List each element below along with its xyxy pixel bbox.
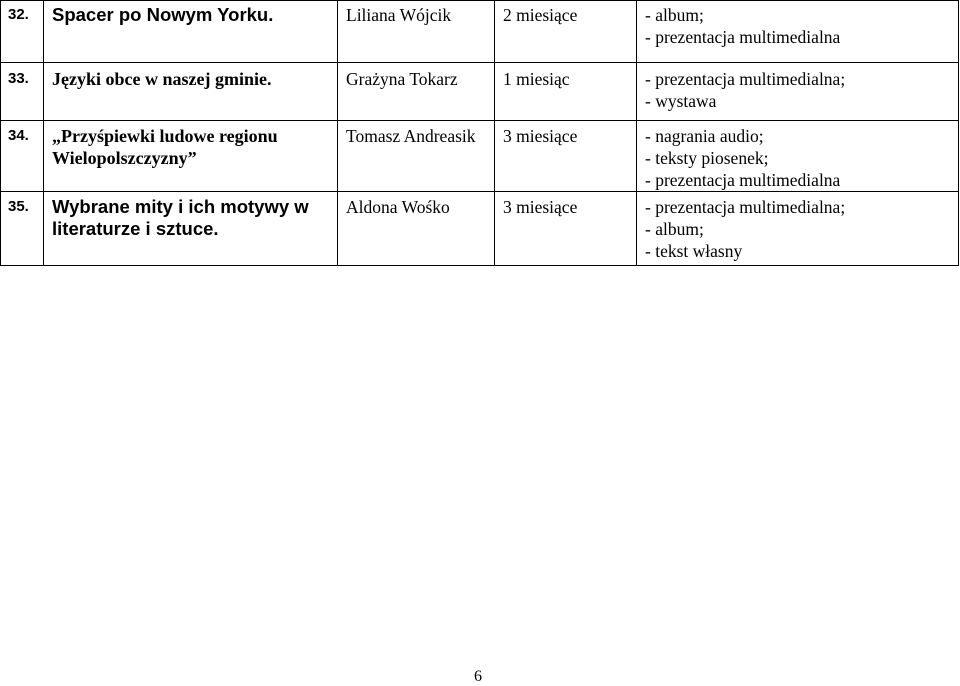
- author-name: Aldona Wośko: [346, 197, 450, 217]
- author-cell: [338, 1, 495, 63]
- author-name: Tomasz Andreasik: [346, 126, 476, 146]
- project-title-cell: [44, 192, 338, 266]
- project-title: Spacer po Nowym Yorku.: [52, 4, 274, 25]
- project-title-cell: [44, 63, 338, 121]
- duration: 3 miesiące: [503, 197, 578, 217]
- author-cell: [338, 63, 495, 121]
- form-item: - album;: [645, 219, 704, 239]
- table-row: [1, 121, 959, 192]
- author-name: Grażyna Tokarz: [346, 69, 458, 89]
- project-title: Wybrane mity i ich motywy w literaturze i sztuce.: [52, 196, 309, 239]
- project-table: [0, 0, 959, 266]
- row-number: 32.: [8, 6, 29, 23]
- table-row: [1, 63, 959, 121]
- forms-cell: [637, 63, 959, 121]
- page-number: 6: [474, 668, 482, 685]
- author-cell: [338, 121, 495, 192]
- project-title: „Przyśpiewki ludowe regionu Wielopolszczyzny”: [52, 126, 278, 168]
- row-number-cell: [1, 63, 44, 121]
- table-row: [1, 1, 959, 63]
- author-name: Liliana Wójcik: [346, 5, 452, 25]
- duration-cell: [495, 121, 637, 192]
- project-title-cell: [44, 1, 338, 63]
- duration: 2 miesiące: [503, 5, 578, 25]
- form-item: - teksty piosenek;: [645, 148, 769, 168]
- row-number-cell: [1, 121, 44, 192]
- duration-cell: [495, 63, 637, 121]
- form-item: - prezentacja multimedialna;: [645, 69, 846, 89]
- form-item: - wystawa: [645, 91, 717, 111]
- form-item: - nagrania audio;: [645, 126, 764, 146]
- duration-cell: [495, 192, 637, 266]
- forms-cell: [637, 1, 959, 63]
- row-number-cell: [1, 192, 44, 266]
- form-item: - album;: [645, 5, 704, 25]
- project-title-cell: [44, 121, 338, 192]
- form-item: - tekst własny: [645, 241, 743, 261]
- row-number: 34.: [8, 127, 29, 144]
- duration: 1 miesiąc: [503, 69, 570, 89]
- row-number-cell: [1, 1, 44, 63]
- form-item: - prezentacja multimedialna: [645, 170, 841, 190]
- project-title: Języki obce w naszej gminie.: [52, 69, 272, 89]
- form-item: - prezentacja multimedialna;: [645, 197, 846, 217]
- forms-cell: [637, 192, 959, 266]
- forms-cell: [637, 121, 959, 192]
- table-row: [1, 192, 959, 266]
- duration: 3 miesiące: [503, 126, 578, 146]
- duration-cell: [495, 1, 637, 63]
- author-cell: [338, 192, 495, 266]
- row-number: 33.: [8, 70, 29, 87]
- form-item: - prezentacja multimedialna: [645, 27, 841, 47]
- row-number: 35.: [8, 198, 29, 215]
